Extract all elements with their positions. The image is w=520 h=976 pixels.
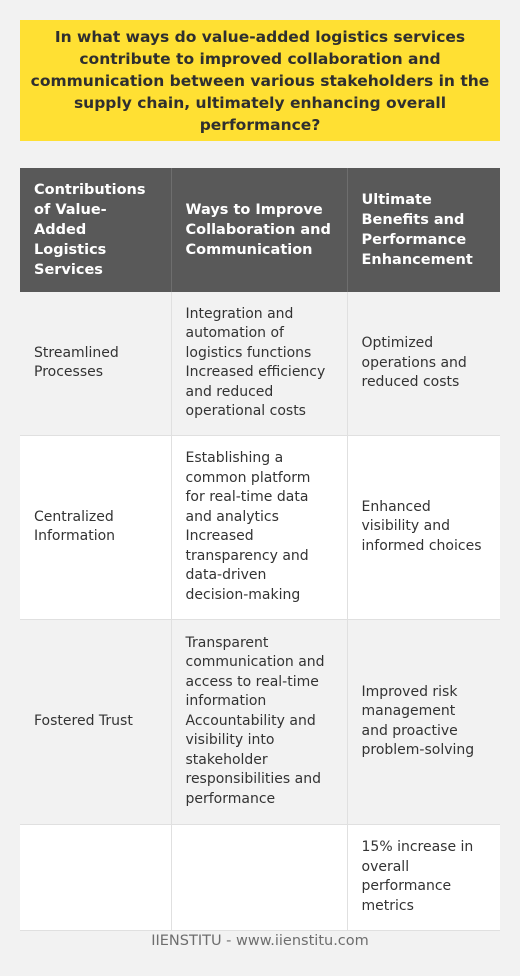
header-contributions: Contributions of Value-Added Logistics Services: [20, 168, 171, 292]
ways-line: Integration and automation of logistics functions: [185, 305, 312, 361]
ways-line: Increased efficiency and reduced operational costs: [185, 364, 326, 420]
ways-line: Accountability and visibility into stakeholder responsibilities and performance: [185, 712, 321, 807]
benefit-cell: Optimized operations and reduced costs: [347, 292, 500, 435]
ways-cell: [171, 824, 347, 930]
table-row: [20, 619, 500, 824]
table-row: [20, 292, 500, 435]
table-header-row: [20, 168, 500, 292]
comparison-table-container: [20, 168, 500, 931]
contribution-cell: [20, 824, 171, 930]
contribution-cell: Fostered Trust: [20, 619, 171, 824]
comparison-table: [20, 168, 500, 931]
ways-line: Transparent communication and access to real-time information: [185, 634, 325, 710]
benefit-cell: 15% increase in overall performance metrics: [347, 824, 500, 930]
header-benefits: Ultimate Benefits and Performance Enhancement: [347, 168, 500, 292]
table-row: [20, 435, 500, 619]
benefit-cell: Improved risk management and proactive problem-solving: [347, 619, 500, 824]
ways-cell: [171, 292, 347, 435]
ways-line: Establishing a common platform for real-time data and analytics: [185, 450, 311, 525]
contribution-cell: Streamlined Processes: [20, 292, 171, 435]
header-ways: Ways to Improve Collaboration and Communication: [171, 168, 347, 292]
ways-line: Increased transparency and data-driven decision-making: [185, 528, 309, 603]
ways-cell: [171, 435, 347, 619]
question-text: In what ways do value-added logistics services contribute to improved collaboration and communication between various stakeholders in the supply chain, ultimately enhancing overall performance?: [30, 27, 490, 134]
contribution-cell: Centralized Information: [20, 435, 171, 619]
ways-cell: [171, 619, 347, 824]
footer-credit: IIENSTITU - www.iienstitu.com: [151, 933, 369, 949]
benefit-cell: Enhanced visibility and informed choices: [347, 435, 500, 619]
question-banner: [20, 20, 500, 141]
table-row: [20, 824, 500, 930]
